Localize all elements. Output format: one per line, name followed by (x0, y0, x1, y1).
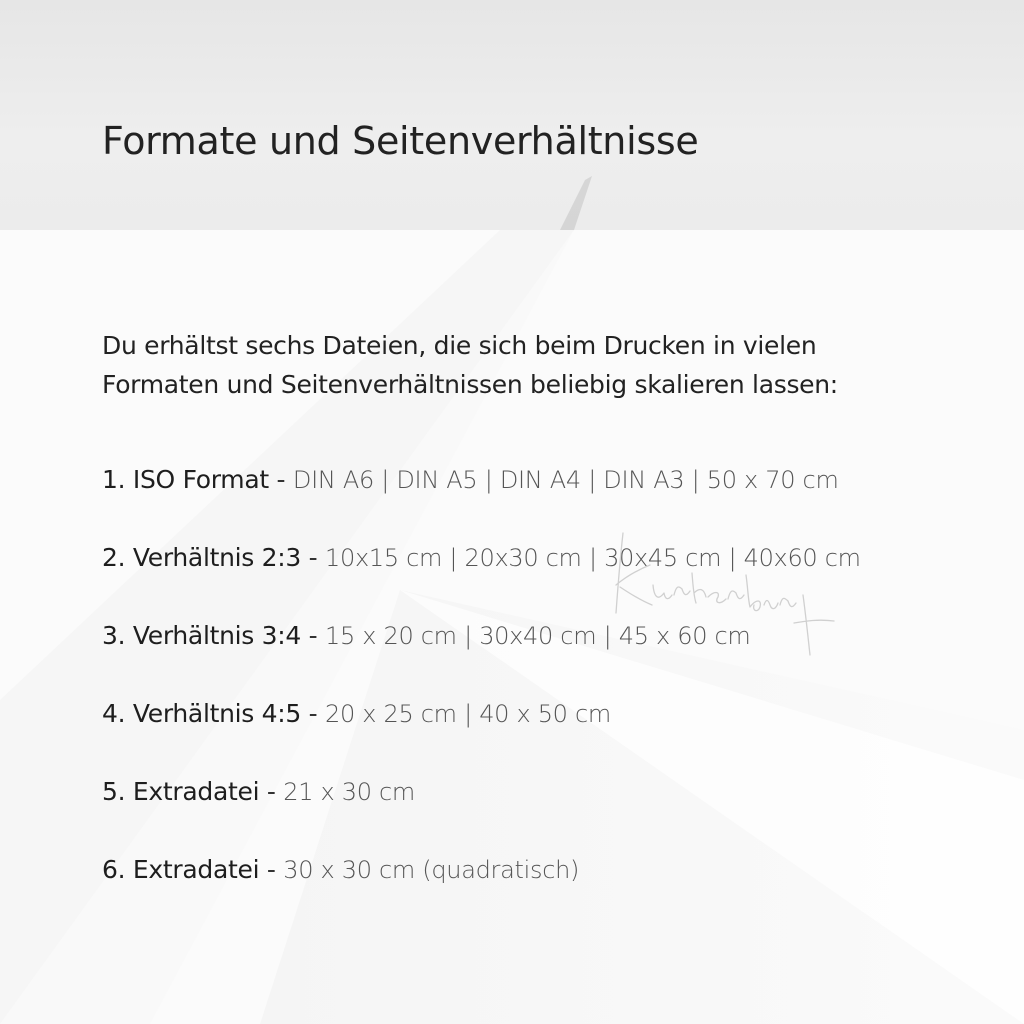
format-values: 30 x 30 cm (quadratisch) (283, 856, 580, 884)
format-values: 10x15 cm | 20x30 cm | 30x45 cm | 40x60 cm (325, 544, 861, 572)
format-values: DIN A6 | DIN A5 | DIN A4 | DIN A3 | 50 x 70 cm (292, 466, 839, 494)
format-separator: - (259, 855, 284, 884)
format-item-ratio-3-4 (102, 618, 1002, 696)
intro-paragraph (102, 326, 932, 404)
format-separator: - (301, 621, 326, 650)
format-label: 1. ISO Format (102, 465, 269, 494)
format-label: 4. Verhältnis 4:5 (102, 699, 301, 728)
intro-line-2: Formaten und Seitenverhältnissen beliebig skalieren lassen: (102, 370, 838, 399)
format-separator: - (259, 777, 284, 806)
format-item-extra-a4 (102, 774, 1002, 852)
format-item-ratio-2-3 (102, 540, 1002, 618)
format-label: 2. Verhältnis 2:3 (102, 543, 301, 572)
format-list (102, 462, 1002, 930)
format-item-extra-square (102, 852, 1002, 930)
format-label: 5. Extradatei (102, 777, 260, 806)
format-label: 6. Extradatei (102, 855, 260, 884)
format-values: 20 x 25 cm | 40 x 50 cm (325, 700, 611, 728)
format-item-iso (102, 462, 1002, 540)
format-label: 3. Verhältnis 3:4 (102, 621, 301, 650)
format-values: 21 x 30 cm (283, 778, 415, 806)
format-item-ratio-4-5 (102, 696, 1002, 774)
page-title: Formate und Seitenverhältnisse (102, 119, 699, 164)
intro-line-1: Du erhältst sechs Dateien, die sich beim Drucken in vielen (102, 331, 817, 360)
format-values: 15 x 20 cm | 30x40 cm | 45 x 60 cm (325, 622, 751, 650)
format-separator: - (268, 465, 293, 494)
format-separator: - (301, 699, 326, 728)
format-separator: - (301, 543, 326, 572)
